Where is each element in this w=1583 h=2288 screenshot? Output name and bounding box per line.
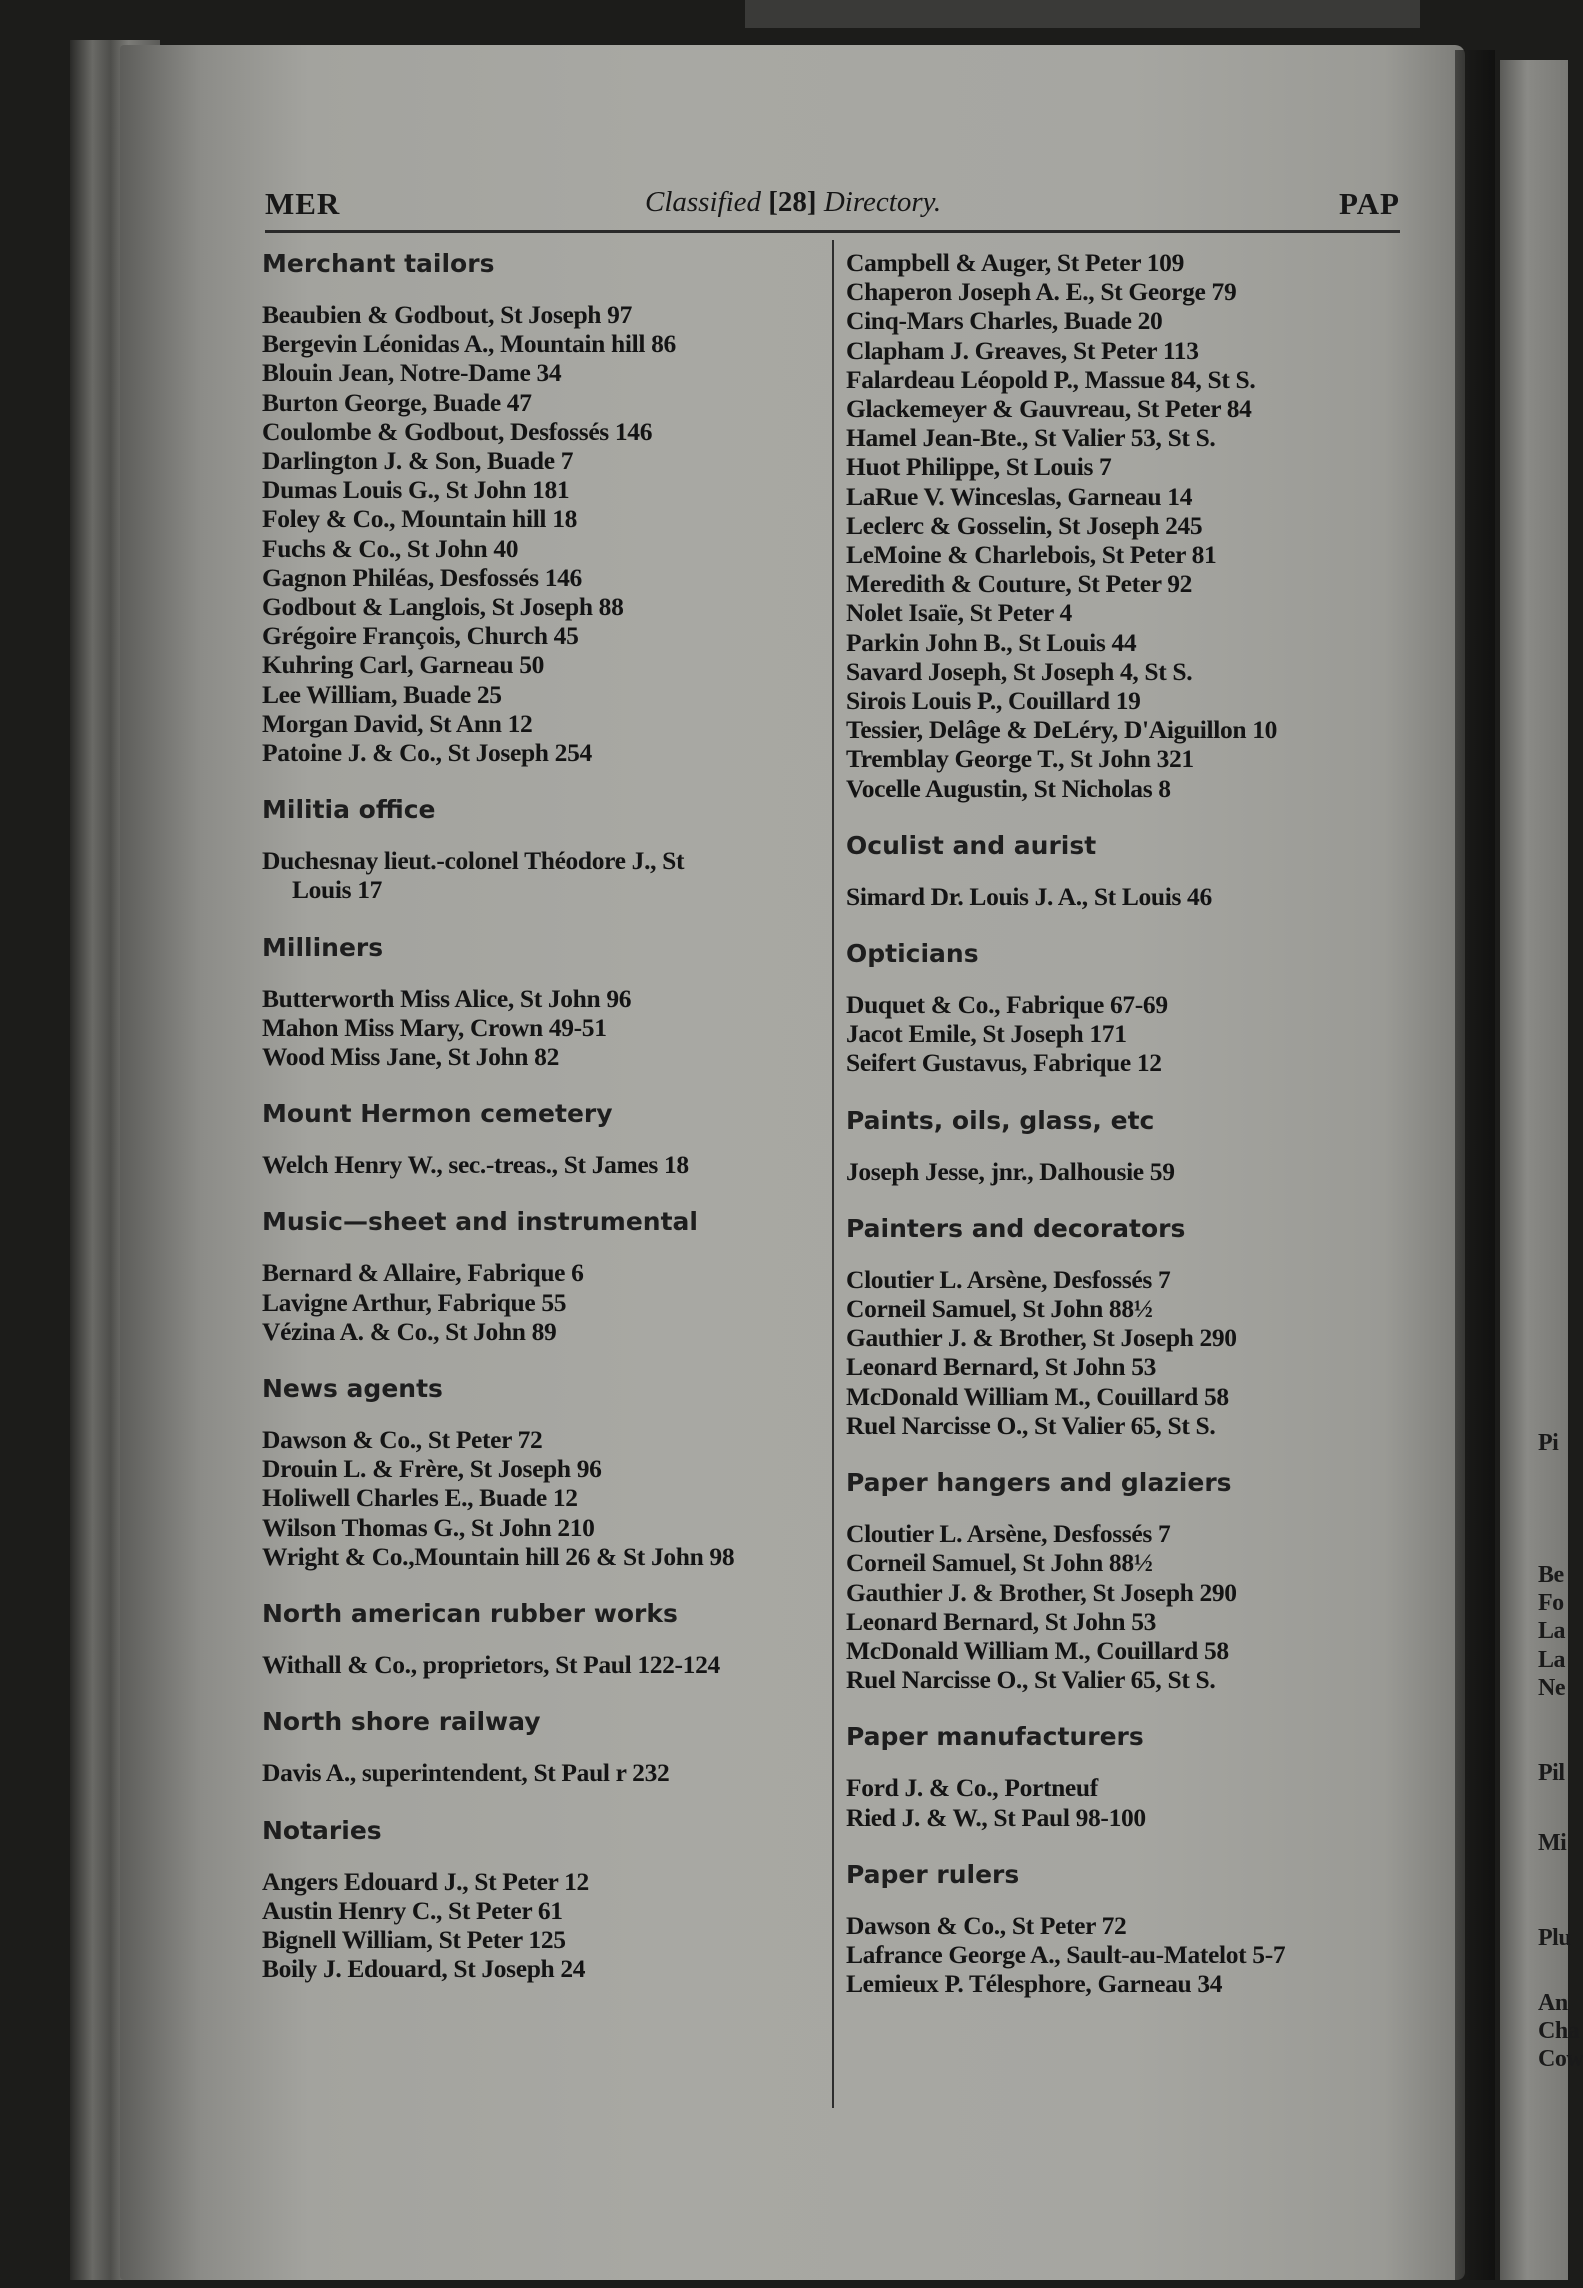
directory-entry: Lafrance George A., Sault-au-Matelot 5-7 [846,1939,1286,1969]
right-column [846,248,1411,1998]
directory-entry: Corneil Samuel, St John 88½ [846,1548,1153,1578]
section-heading: Merchant tailors [262,249,495,278]
section-heading: News agents [262,1374,443,1404]
section-gap [262,905,827,932]
directory-entry: Beaubien & Godbout, St Joseph 97 [262,300,632,329]
section-gap [262,1346,827,1373]
directory-entry: Blouin Jean, Notre-Dame 34 [262,358,562,388]
directory-entry: Welch Henry W., sec.-treas., St James 18 [262,1150,689,1180]
directory-section [846,1440,1411,1694]
directory-section [846,803,1411,911]
directory-section [846,248,1411,803]
directory-entry: Meredith & Couture, St Peter 92 [846,569,1193,599]
directory-entry: Clapham J. Greaves, St Peter 113 [846,335,1199,365]
directory-entry: Huot Philippe, St Louis 7 [846,452,1112,482]
adjacent-page-text-fragment: Pil [1538,1760,1565,1786]
directory-entry: Lemieux P. Télesphore, Garneau 34 [846,1969,1223,1999]
directory-section [846,911,1411,1078]
directory-entry: Chaperon Joseph A. E., St George 79 [846,277,1237,307]
adjacent-page-text-fragment: Be [1538,1562,1564,1588]
directory-entry: Nolet Isaïe, St Peter 4 [846,598,1072,628]
entry-continuation: Louis 17 [292,875,383,905]
directory-entry: Hamel Jean-Bte., St Valier 53, St S. [846,423,1216,453]
directory-entry: Grégoire François, Church 45 [262,621,579,651]
section-heading: Paper manufacturers [846,1722,1144,1752]
adjacent-page-text-fragment: Ne [1538,1675,1565,1701]
directory-entry: Drouin L. & Frère, St Joseph 96 [262,1454,602,1484]
section-heading: Paints, oils, glass, etc [846,1105,1155,1135]
adjacent-page-text-fragment: La [1538,1618,1566,1644]
gutter-shadow [1455,50,1495,2280]
directory-entry: Gagnon Philéas, Desfossés 146 [262,562,582,592]
directory-entry: Darlington J. & Son, Buade 7 [262,446,574,476]
scanner-edge [745,0,1420,28]
directory-entry: Bignell William, St Peter 125 [262,1924,566,1954]
directory-entry: Ruel Narcisse O., St Valier 65, St S. [846,1410,1216,1440]
directory-section [262,905,827,1072]
directory-entry: Godbout & Langlois, St Joseph 88 [262,592,624,622]
entry-first-line: Duchesnay lieut.-colonel Théodore J., St [262,846,685,876]
column-divider [832,240,834,2108]
directory-entry: Kuhring Carl, Garneau 50 [262,650,545,680]
header-title-start: Classified [645,186,769,218]
directory-entry: Coulombe & Godbout, Desfossés 146 [262,416,653,446]
directory-section [262,1679,827,1787]
directory-entry: Holiwell Charles E., Buade 12 [262,1483,578,1513]
directory-section [846,1694,1411,1831]
directory-entry: Morgan David, St Ann 12 [262,708,533,738]
adjacent-page-text-fragment: Cha [1538,2018,1580,2044]
directory-entry: Bergevin Léonidas A., Mountain hill 86 [262,329,676,359]
directory-entry: Wilson Thomas G., St John 210 [262,1512,595,1542]
directory-entry: Mahon Miss Mary, Crown 49-51 [262,1012,607,1042]
section-heading: Oculist and aurist [846,830,1097,860]
directory-entry: Austin Henry C., St Peter 61 [262,1895,563,1925]
directory-entry: Foley & Co., Mountain hill 18 [262,504,577,534]
section-heading: Music—sheet and instrumental [262,1207,698,1237]
directory-entry: Withall & Co., proprietors, St Paul 122-124 [262,1650,720,1680]
section-gap [262,1179,827,1206]
section-gap [262,1788,827,1815]
section-gap [846,1078,1411,1105]
adjacent-page-text-fragment: Cow [1538,2046,1583,2072]
directory-entry: Vézina A. & Co., St John 89 [262,1316,557,1346]
directory-section [262,248,827,767]
directory-entry: Leonard Bernard, St John 53 [846,1352,1157,1382]
directory-entry: Jacot Emile, St Joseph 171 [846,1019,1127,1049]
directory-entry: Duquet & Co., Fabrique 67-69 [846,990,1168,1020]
directory-entry: Campbell & Auger, St Peter 109 [846,248,1184,277]
directory-section [846,1186,1411,1440]
directory-entry: Dawson & Co., St Peter 72 [262,1425,543,1455]
directory-entry: LeMoine & Charlebois, St Peter 81 [846,540,1217,570]
section-heading: Milliners [262,932,384,962]
directory-entry: Butterworth Miss Alice, St John 96 [262,983,632,1013]
adjacent-page-edge [1500,60,1583,2280]
directory-entry: Leclerc & Gosselin, St Joseph 245 [846,510,1203,540]
directory-entry: Ried J. & W., St Paul 98-100 [846,1802,1146,1832]
adjacent-page-text-fragment: Mi [1538,1830,1567,1856]
directory-entry: Burton George, Buade 47 [262,387,532,417]
directory-entry: Gauthier J. & Brother, St Joseph 290 [846,1577,1237,1607]
section-heading: Militia office [262,795,436,825]
directory-entry: Lavigne Arthur, Fabrique 55 [262,1287,567,1317]
directory-entry: Dumas Louis G., St John 181 [262,475,570,505]
directory-section [262,1179,827,1346]
directory-section [846,1832,1411,1999]
section-heading: Mount Hermon cemetery [262,1099,613,1129]
section-gap [846,803,1411,830]
section-gap [846,1186,1411,1213]
directory-entry: Sirois Louis P., Couillard 19 [846,686,1141,716]
section-gap [262,1571,827,1598]
page-number: [28] [768,186,817,218]
directory-entry: Corneil Samuel, St John 88½ [846,1294,1153,1324]
directory-section [262,1346,827,1571]
section-heading: Paper rulers [846,1859,1020,1889]
directory-entry: Ruel Narcisse O., St Valier 65, St S. [846,1665,1216,1695]
directory-entry: Vocelle Augustin, St Nicholas 8 [846,773,1171,803]
directory-section [262,1571,827,1679]
directory-section [846,1078,1411,1186]
directory-entry: Glackemeyer & Gauvreau, St Peter 84 [846,394,1252,424]
adjacent-page-text-fragment: Pi [1538,1430,1559,1456]
directory-section [262,767,827,904]
directory-entry: Angers Edouard J., St Peter 12 [262,1866,589,1896]
directory-entry: Tessier, Delâge & DeLéry, D'Aiguillon 10 [846,715,1278,745]
section-gap [262,767,827,794]
section-heading: North shore railway [262,1707,541,1737]
section-heading: North american rubber works [262,1599,678,1629]
section-gap [846,911,1411,938]
section-gap [262,1071,827,1098]
directory-entry: Wright & Co.,Mountain hill 26 & St John 98 [262,1541,735,1571]
header-guide-word-right: PAP [1339,186,1400,221]
directory-entry: Ford J. & Co., Portneuf [846,1773,1098,1803]
directory-entry: Davis A., superintendent, St Paul r 232 [262,1758,670,1788]
section-heading: Opticians [846,939,979,969]
directory-entry: Dawson & Co., St Peter 72 [846,1910,1127,1940]
directory-entry: Savard Joseph, St Joseph 4, St S. [846,656,1193,686]
directory-section [262,1788,827,1984]
directory-entry: Falardeau Léopold P., Massue 84, St S. [846,364,1256,394]
directory-entry: Bernard & Allaire, Fabrique 6 [262,1258,584,1288]
directory-entry: Gauthier J. & Brother, St Joseph 290 [846,1323,1237,1353]
section-gap [262,1679,827,1706]
directory-entry: Tremblay George T., St John 321 [846,744,1194,774]
directory-entry: McDonald William M., Couillard 58 [846,1635,1229,1665]
header-rule [265,230,1400,233]
directory-entry: Cloutier L. Arsène, Desfossés 7 [846,1519,1171,1549]
directory-entry [262,846,827,904]
directory-entry: Fuchs & Co., St John 40 [262,533,519,563]
directory-entry: Wood Miss Jane, St John 82 [262,1042,559,1072]
directory-entry: Cloutier L. Arsène, Desfossés 7 [846,1264,1171,1294]
adjacent-page-text-fragment: An [1538,1990,1568,2016]
header-title-end: Directory. [816,186,942,218]
directory-entry: Boily J. Edouard, St Joseph 24 [262,1954,586,1984]
section-gap [846,1440,1411,1467]
running-header [265,180,1400,220]
section-gap [846,1694,1411,1721]
directory-entry: Joseph Jesse, jnr., Dalhousie 59 [846,1156,1175,1186]
directory-entry: Patoine J. & Co., St Joseph 254 [262,738,592,768]
adjacent-page-text-fragment: Fo [1538,1590,1564,1616]
header-guide-word-left: MER [265,186,341,221]
left-column [262,248,827,1983]
adjacent-page-text-fragment: La [1538,1647,1566,1673]
section-heading: Notaries [262,1815,382,1845]
section-gap [846,1832,1411,1859]
adjacent-page-text-fragment: Plu [1538,1925,1572,1951]
directory-entry: LaRue V. Winceslas, Garneau 14 [846,481,1193,511]
section-heading: Painters and decorators [846,1213,1186,1243]
directory-entry: Seifert Gustavus, Fabrique 12 [846,1048,1162,1078]
directory-entry: Parkin John B., St Louis 44 [846,627,1137,657]
header-title [645,186,941,219]
directory-entry: Cinq-Mars Charles, Buade 20 [846,306,1163,336]
directory-entry: Lee William, Buade 25 [262,679,502,709]
directory-entry: Simard Dr. Louis J. A., St Louis 46 [846,881,1212,911]
directory-entry: McDonald William M., Couillard 58 [846,1381,1229,1411]
directory-section [262,1071,827,1179]
section-heading: Paper hangers and glaziers [846,1468,1232,1498]
directory-entry: Leonard Bernard, St John 53 [846,1606,1157,1636]
